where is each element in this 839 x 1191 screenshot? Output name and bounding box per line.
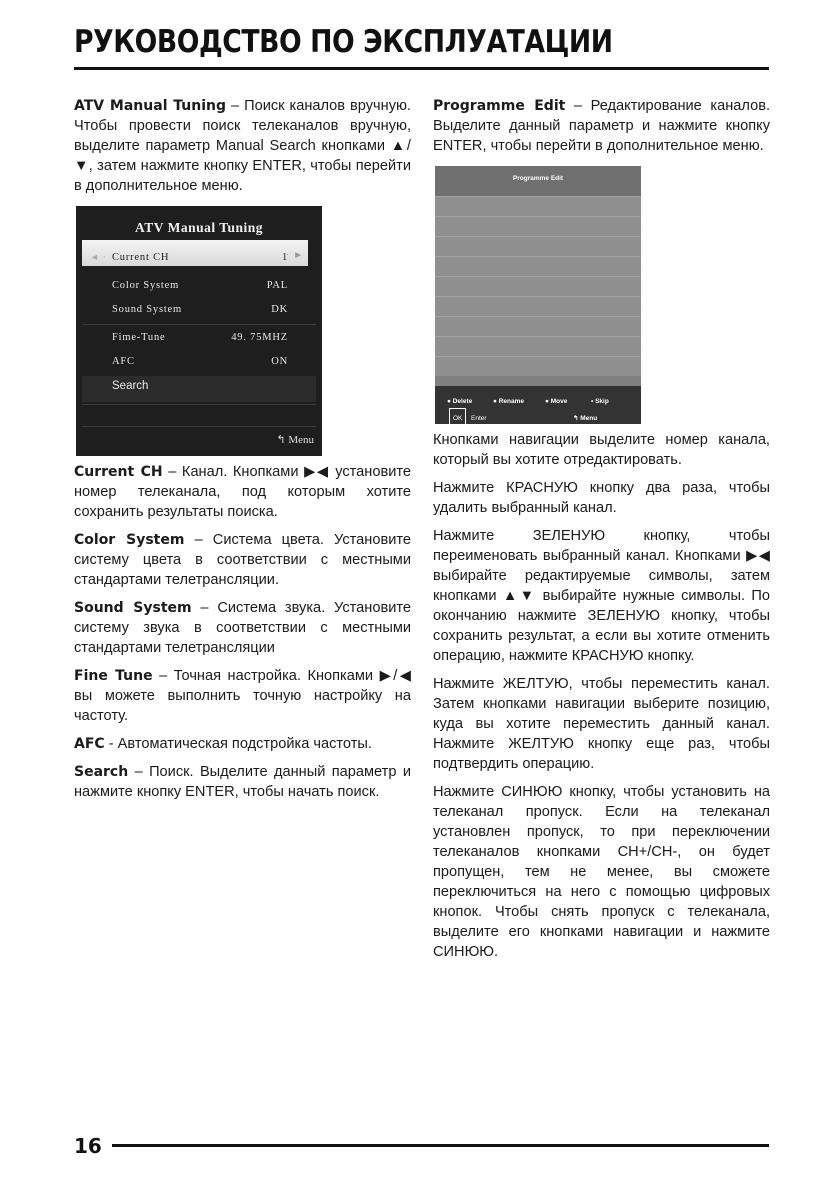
paragraph-text: – Система цвета. Установите систему цвета в соответствии с местными стандартами телетрансляции. — [74, 532, 412, 588]
delete-label: Delete — [452, 398, 473, 405]
menu-icon: ↰ — [276, 434, 289, 446]
screen-footer — [435, 386, 641, 424]
footer-divider — [112, 1144, 769, 1147]
page-title: РУКОВОДСТВО ПО ЭКСПЛУАТАЦИИ — [74, 24, 613, 60]
row-value: 1 — [281, 252, 288, 263]
page-number: 16 — [74, 1134, 102, 1158]
red-dot-icon: ● — [447, 398, 453, 405]
paragraph-text: – Система звука. Установите систему звука в соответствии с местными стандартами телетрансляции — [74, 600, 411, 656]
row-value: ON — [271, 356, 288, 367]
atv-manual-tuning-screen — [76, 206, 322, 456]
menu-row-current-ch — [82, 240, 308, 266]
item-current-ch — [74, 462, 411, 522]
yellow-dot-icon: ● — [545, 398, 551, 405]
row-value: DK — [271, 304, 288, 315]
paragraph-rename: Нажмите ЗЕЛЕНУЮ кнопку, чтобы переименовать выбранный канал. Кнопками ▶◀ выбирайте редактируемые символы, затем кнопками ▲▼ выбирайте нужные символы. По окончанию нажмите ЗЕЛЕНУЮ кнопку, чтобы сохранить результат, а если вы хотите отменить операцию, нажмите КРАСНУЮ кнопку. — [433, 528, 770, 664]
arrow-right-icon: · ► — [285, 250, 304, 261]
item-fine-tune — [74, 666, 411, 726]
term: Search — [74, 764, 129, 780]
channel-row — [435, 316, 641, 336]
item-color-system — [74, 530, 411, 590]
screen-title: ATV Manual Tuning — [134, 220, 264, 235]
menu-row-search — [82, 368, 308, 394]
term-atv-manual-tuning: ATV Manual Tuning — [74, 98, 227, 114]
row-label: Color System — [112, 280, 180, 291]
row-label: Current CH — [112, 252, 170, 263]
channel-row — [435, 216, 641, 236]
menu-label: Menu — [288, 434, 314, 446]
item-sound-system — [74, 598, 411, 658]
row-label: Search — [112, 380, 149, 392]
paragraph-text: – Редактирование каналов. Выделите данный параметр и нажмите кнопку ENTER, чтобы перейти в дополнительное меню. — [433, 98, 770, 154]
term: Sound System — [74, 600, 192, 616]
menu-hint — [573, 409, 597, 424]
paragraph-move: Нажмите ЖЕЛТУЮ, чтобы переместить канал. Затем кнопками навигации выберите позицию, куда вы хотите переместить данный канал. Нажмите ЖЕЛТУЮ кнопку еще раз, чтобы подтвердить операцию. — [433, 676, 770, 772]
menu-icon: ↰ — [573, 415, 581, 422]
ok-key: OK — [449, 408, 466, 424]
skip-label: Skip — [595, 398, 609, 405]
paragraph-skip: Нажмите СИНЮЮ кнопку, чтобы установить на телеканал пропуск. Если на телеканал установлен пропуск, то при переключении телеканалов кнопками CH+/CH-, он будет пропущен, тем не менее, вы сможете переключиться на него с помощью цифровых кнопок. Чтобы снять пропуск с телеканала, выделите его кнопками навигации и нажмите СИНЮЮ. — [433, 784, 770, 960]
paragraph-text: - Автоматическая подстройка частоты. — [104, 736, 372, 752]
paragraph-text: – Поиск. Выделите данный параметр и нажмите кнопку ENTER, чтобы начать поиск. — [74, 764, 411, 800]
left-column — [74, 96, 411, 810]
paragraph-delete: Нажмите КРАСНУЮ кнопку два раза, чтобы удалить выбранный канал. — [433, 480, 770, 516]
atv-intro-paragraph — [74, 96, 411, 196]
menu-row-afc — [82, 344, 308, 370]
row-value: PAL — [266, 280, 288, 291]
channel-row — [435, 336, 641, 356]
programme-edit-intro-paragraph — [433, 96, 770, 156]
row-value: 49. 75MHZ — [231, 332, 288, 343]
rename-hint — [493, 392, 524, 412]
menu-row-fine-tune — [82, 320, 308, 346]
right-column — [433, 96, 770, 970]
paragraph-text: – Канал. Кнопками ▶◀ установите номер телеканала, под которым хотите сохранить результаты поиска. — [74, 464, 411, 520]
menu-row-sound-system — [82, 292, 308, 318]
header-divider — [74, 67, 769, 70]
row-label: AFC — [112, 356, 135, 367]
row-label: Sound System — [112, 304, 182, 315]
channel-row — [435, 356, 641, 376]
term-programme-edit: Programme Edit — [433, 98, 566, 114]
item-afc — [74, 734, 411, 754]
enter-label: Enter — [471, 415, 487, 422]
channel-row — [435, 276, 641, 296]
screen-divider — [82, 404, 316, 405]
move-label: Move — [550, 398, 568, 405]
row-label: Fime-Tune — [112, 332, 166, 343]
channel-row — [435, 236, 641, 256]
green-dot-icon: ● — [493, 398, 499, 405]
menu-row-color-system — [82, 268, 308, 294]
paragraph-select-channel: Кнопками навигации выделите номер канала, который вы хотите отредактировать. — [433, 432, 770, 468]
screen-title: Programme Edit — [435, 166, 641, 196]
menu-hint — [276, 430, 314, 450]
term: Current CH — [74, 464, 163, 480]
item-search — [74, 762, 411, 802]
term: AFC — [74, 736, 105, 752]
term: Color System — [74, 532, 185, 548]
channel-row — [435, 196, 641, 216]
paragraph-text: – Поиск каналов вручную. Чтобы провести поиск телеканалов вручную, выделите параметр Manual Search кнопками ▲/▼, затем нажмите кнопку ENTER, чтобы перейти в дополнительное меню. — [74, 98, 411, 194]
move-hint — [545, 392, 567, 412]
menu-label: Menu — [580, 415, 598, 422]
rename-label: Rename — [498, 398, 525, 405]
channel-row — [435, 296, 641, 316]
channel-row — [435, 256, 641, 276]
screen-divider — [82, 426, 316, 427]
blue-dot-icon: • — [591, 398, 596, 405]
term: Fine Tune — [74, 668, 153, 684]
arrow-left-icon: ◄ · — [90, 252, 107, 262]
paragraph-text: – Точная настройка. Кнопками ▶/◀ вы можете выполнить точную настройку на частоту. — [74, 668, 411, 724]
programme-edit-screen — [435, 166, 641, 424]
